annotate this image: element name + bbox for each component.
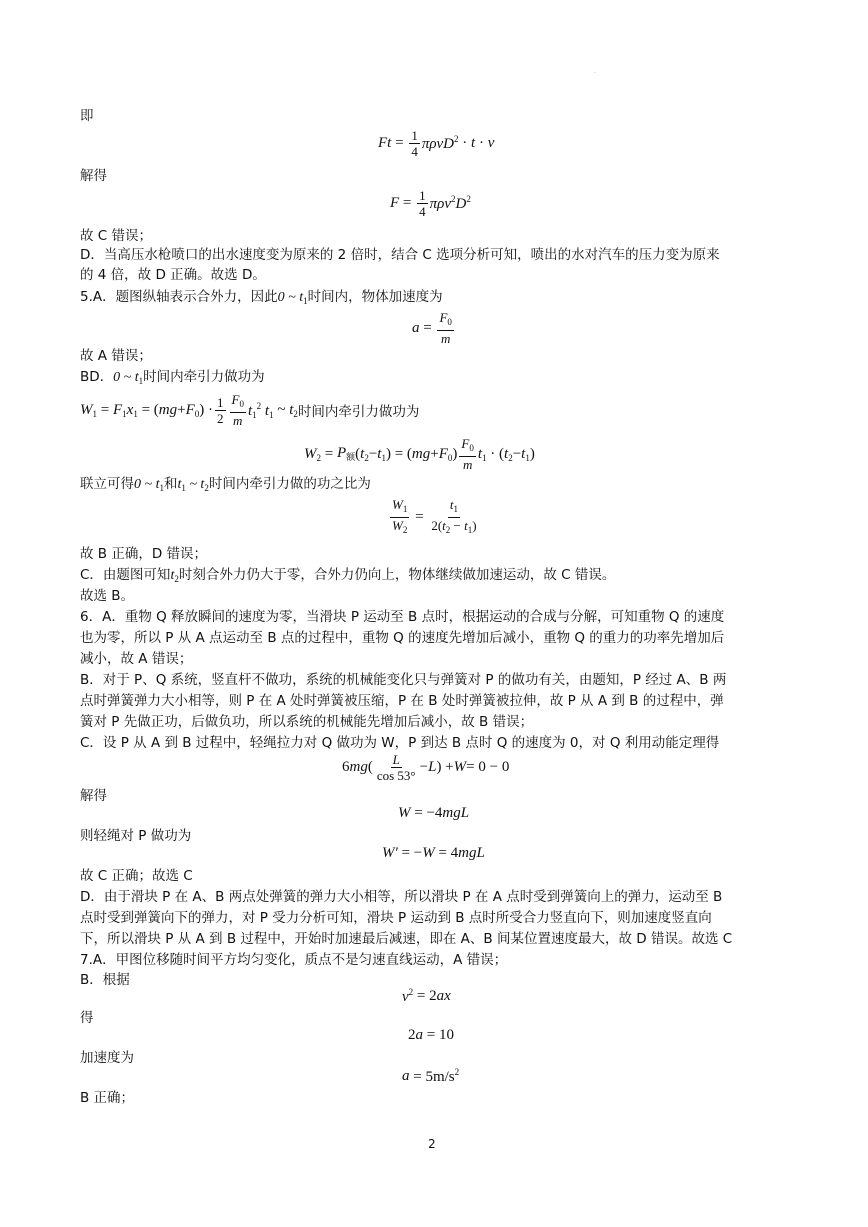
equation-w1: $W_1$ = $F_1x_1$ = ( mg + $F_0$ ) · $\frac{1}{2}$ $\frac{F_0}{m}$ $t_1^2$ $t_1$ ~ $t_2$ 时间内牵引力做功为 [80,392,420,428]
text-line: C．由题图可知$t_2$时刻合外力仍大于零，合外力仍向上，物体继续做加速运动，故 C 错误。 [80,567,616,584]
text-span: 时间内牵引力做功为 [143,369,265,385]
text-line: D．当高压水枪喷口的出水速度变为原来的 2 倍时，结合 C 选项分析可知，喷出的水对汽车的压力变为原来 [80,247,720,263]
text-span: 和 [163,476,178,492]
equation-f: F = $\frac{1}{4}$ $\pi\rho v^2D^2$ [390,188,471,219]
equation-w: W = −4 mgL [398,805,470,821]
text-line: 故 C 错误； [80,228,153,244]
text-line: 簧对 P 先做正功，后做负功，所以系统的机械能先增加后减小，故 B 错误； [80,714,534,730]
page-number: 2 [428,1137,436,1151]
text-line: 的 4 倍，故 D 正确。故选 D。 [80,267,266,283]
text-line: B．对于 P、Q 系统，竖直杆不做功，系统的机械能变化只与弹簧对 P 的做功有关，由题知，P 经过 A、B 两 [80,672,727,688]
text-line: 加速度为 [80,1050,134,1066]
text-line: 点时受到弹簧向下的弹力，对 P 受力分析可知，滑块 P 运动到 B 点时所受合力竖直向下，则加速度竖直向 [80,910,712,926]
equation-v2: $v^2$ = 2 ax [402,987,451,1005]
equation-a: a = $\frac{F_0}{m}$ [412,310,452,346]
text-line: 故 B 正确，D 错误； [80,546,208,562]
text-line: B．根据 [80,972,130,988]
text-line: 解得 [80,168,107,184]
equation-w-prime: W′ = − W = 4 mgL [382,845,485,861]
equation-ratio: $\frac{W_1}{W_2}$ = $\frac{t_1}{2(t_2 - t_1)}$ [392,497,477,535]
text-line: 下，所以滑块 P 从 A 到 B 过程中，开始时加速最后减速，即在 A、B 间某位置速度最大，故 D 错误。故选 C [80,931,733,947]
text-span: 时刻合外力仍大于零，合外力仍向上，物体继续做加速运动，故 C 错误。 [178,567,616,583]
text-line: D．由于滑块 P 在 A、B 两点处弹簧的弹力大小相等，所以滑块 P 在 A 点时受到弹簧向上的弹力，运动至 B [80,889,723,905]
text-line: 故 C 正确；故选 C [80,868,193,884]
text-line: 得 [80,1010,94,1026]
text-line: 则轻绳对 P 做功为 [80,828,192,844]
equation-energy: 6 mg ( $\frac{L}{\cos 53^\circ}$ − L ) + W = 0 − 0 [342,752,510,783]
text-line: 故 A 错误； [80,348,152,364]
text-line: BD．0 ~ $t_1$时间内牵引力做功为 [80,369,265,386]
text-line: B 正确； [80,1090,135,1106]
text-span: 时间内牵引力做功为 [297,404,420,420]
text-line: 7.A．甲图位移随时间平方均匀变化，质点不是匀速直线运动，A 错误； [80,952,508,968]
text-line: 解得 [80,788,107,804]
equation-a-value: a = $5m/s^2$ [402,1067,460,1085]
text-span: BD． [80,369,114,385]
text-span: 时间内，物体加速度为 [307,289,443,305]
text-line: 联立可得0 ~ $t_1$和$t_1$ ~ $t_2$时间内牵引力做的功之比为 [80,476,371,493]
text-line: 点时弹簧弹力大小相等，则 P 在 A 处时弹簧被压缩，P 在 B 处时弹簧被拉伸，故 P 从 A 到 B 的过程中，弹 [80,693,724,709]
text-span: C．由题图可知 [80,567,171,583]
text-span: 5.A．题图纵轴表示合外力，因此 [80,289,278,305]
text-line: 故选 B。 [80,588,135,604]
text-span: 联立可得 [80,476,134,492]
text-line: 也为零，所以 P 从 A 点运动至 B 点的过程中，重物 Q 的速度先增加后减小，重物 Q 的重力的功率先增加后 [80,630,725,646]
equation-w2: $W_2$ = $P_额$ ( $t_2$ − $t_1$ ) = ( mg + $F_0$ ) $\frac{F_0}{m}$ $t_1$ · ( $t_2$ − $t_1$ ) [304,436,535,472]
text-line: 减小，故 A 错误； [80,651,193,667]
text-line: 5.A．题图纵轴表示合外力，因此0 ~ $t_1$时间内，物体加速度为 [80,289,443,306]
text-line: C．设 P 从 A 到 B 过程中，轻绳拉力对 Q 做功为 W，P 到达 B 点时 Q 的速度为 0，对 Q 利用动能定理得 [80,735,720,751]
text-line: 即 [80,108,94,124]
text-line: 6．A．重物 Q 释放瞬间的速度为零，当滑块 P 运动至 B 点时，根据运动的合成与分解，可知重物 Q 的速度 [80,609,725,625]
corner-mark: · [594,70,596,77]
equation-ft: Ft = $\frac{1}{4}$ πρvD$^2$ · t · v [378,128,495,159]
equation-2a: 2 a = 10 [408,1027,454,1043]
text-span: 时间内牵引力做的功之比为 [208,476,371,492]
